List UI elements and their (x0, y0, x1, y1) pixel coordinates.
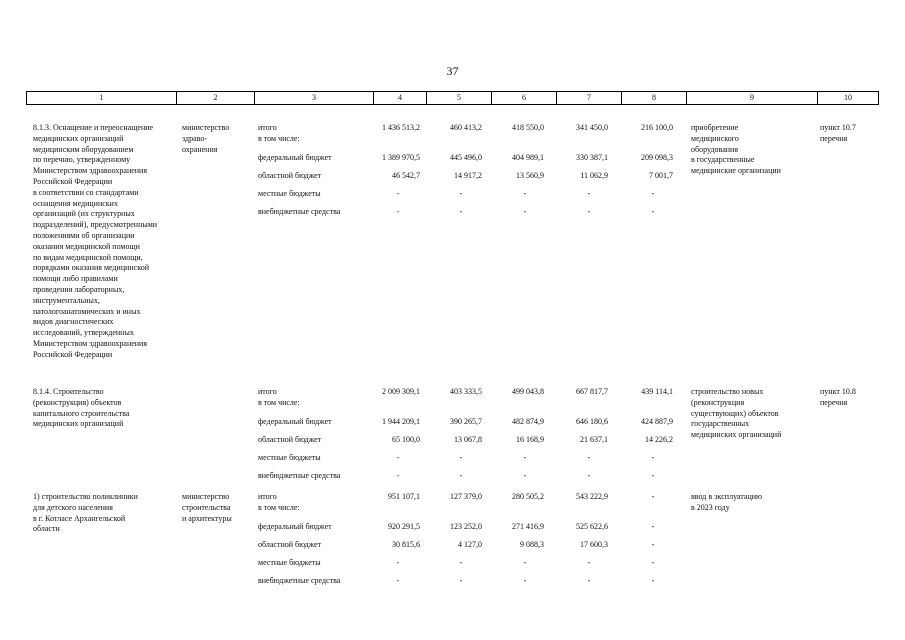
result: существующих) объектов (691, 408, 779, 418)
cell-extra: - (396, 576, 400, 585)
label-regional: областной бюджет (258, 435, 322, 444)
reference: пункт 10.7 (820, 123, 856, 132)
cell-total: 403 333,5 (450, 387, 482, 396)
header-col-8: 8 (622, 92, 687, 104)
item-name: инструментальных, (33, 295, 100, 305)
cell-federal: 482 874,9 (512, 417, 544, 426)
label-including: в том числе: (258, 502, 300, 512)
cell-local: - (396, 453, 400, 462)
cell-local: - (587, 558, 591, 567)
result: оборудования (691, 144, 738, 154)
item-name: патологоанатомических и иных (33, 306, 141, 316)
cell-total: - (651, 492, 655, 501)
cell-total: 439 114,1 (641, 387, 673, 396)
cell-regional: 16 168,9 (516, 435, 544, 444)
result: строительство новых (691, 387, 764, 396)
item-name: исследований, утвержденных (33, 328, 134, 338)
cell-federal: 1 944 209,1 (382, 417, 420, 426)
cell-local: - (651, 453, 655, 462)
cell-regional: 4 127,0 (458, 540, 482, 549)
cell-regional: 30 815,6 (392, 540, 420, 549)
label-regional: областной бюджет (258, 171, 322, 180)
cell-extra: - (459, 207, 463, 216)
cell-regional: 13 067,8 (454, 435, 482, 444)
cell-federal: 424 887,9 (641, 417, 673, 426)
item-name: оснащения медицинских (33, 198, 118, 208)
item-name: положениями об организации (33, 231, 135, 240)
cell-regional: 14 226,2 (645, 435, 673, 444)
cell-total: 280 505,2 (512, 492, 544, 501)
item-name: в г. Котласе Архангельской (33, 513, 126, 523)
item-name: медицинским оборудованием (33, 144, 134, 154)
cell-total: 460 413,2 (450, 123, 482, 132)
cell-federal: 271 416,9 (512, 522, 544, 531)
item-name: подразделений), предусмотренными (33, 220, 158, 230)
label-local: местные бюджеты (258, 189, 321, 198)
item-name: для детского населения (33, 502, 113, 512)
result: ввод в эксплуатацию (691, 492, 762, 501)
header-col-4: 4 (374, 92, 427, 104)
cell-federal: 445 496,0 (450, 153, 482, 162)
item-name: Министерством здравоохранения (33, 339, 148, 348)
cell-local: - (587, 453, 591, 462)
cell-total: 951 107,1 (388, 492, 420, 501)
item-name: в соответствии со стандартами (33, 187, 139, 197)
result: приобретение (691, 123, 739, 132)
cell-federal: 646 180,6 (576, 417, 608, 426)
item-name: 8.1.3. Оснащение и переоснащение (33, 123, 154, 132)
item-name: проведения лабораторных, (33, 285, 125, 294)
item-name: помощи либо правилами (33, 274, 118, 284)
cell-total: 499 043,8 (512, 387, 544, 396)
result: медицинские организации (691, 166, 781, 176)
cell-federal: 404 989,1 (512, 153, 544, 162)
cell-local: - (459, 189, 463, 198)
cell-extra: - (396, 207, 400, 216)
label-extra: внебюджетные средства (258, 471, 341, 480)
header-col-1: 1 (27, 92, 177, 104)
cell-local: - (587, 189, 591, 198)
cell-local: - (523, 558, 527, 567)
cell-local: - (396, 558, 400, 567)
executor: охранения (182, 144, 218, 154)
item-name: Российской Федерации (33, 177, 113, 186)
header-col-2: 2 (177, 92, 255, 104)
header-col-7: 7 (557, 92, 622, 104)
cell-extra: - (651, 471, 655, 480)
cell-local: - (523, 189, 527, 198)
cell-total: 127 379,0 (450, 492, 482, 501)
executor: строительства (182, 502, 231, 512)
cell-regional: 13 560,9 (516, 171, 544, 180)
result: в 2023 году (691, 502, 730, 512)
cell-extra: - (651, 207, 655, 216)
cell-federal: 525 622,6 (576, 522, 608, 531)
executor: министерство (182, 123, 230, 132)
result: медицинских организаций (691, 430, 782, 440)
result: в государственные (691, 155, 755, 165)
table-header (26, 91, 879, 105)
cell-regional: 9 088,3 (520, 540, 544, 549)
item-name: 8.1.4. Строительство (33, 387, 104, 396)
cell-local: - (651, 558, 655, 567)
item-name: Российской Федерации (33, 349, 113, 359)
cell-total: 418 550,0 (512, 123, 544, 132)
item-name: оказания медицинской помощи (33, 241, 140, 251)
cell-total: 341 450,0 (576, 123, 608, 132)
executor: и архитектуры (182, 513, 232, 523)
item-name: по перечню, утвержденному (33, 155, 131, 165)
item-name: видов диагностических (33, 317, 114, 327)
cell-total: 2 009 309,1 (382, 387, 420, 396)
cell-regional: 7 001,7 (649, 171, 673, 180)
reference: перечня (820, 133, 848, 143)
cell-extra: - (523, 207, 527, 216)
reference: пункт 10.8 (820, 387, 856, 396)
executor: министерство (182, 492, 230, 501)
label-extra: внебюджетные средства (258, 576, 341, 585)
cell-federal: 123 252,0 (450, 522, 482, 531)
cell-extra: - (587, 471, 591, 480)
label-total: итого (258, 387, 277, 396)
cell-regional: - (651, 540, 655, 549)
cell-regional: 14 917,2 (454, 171, 482, 180)
header-col-3: 3 (255, 92, 374, 104)
item-name: медицинских организаций (33, 133, 124, 143)
cell-regional: 11 062,9 (580, 171, 608, 180)
cell-extra: - (651, 576, 655, 585)
cell-regional: 17 600,3 (580, 540, 608, 549)
executor: здраво- (182, 133, 208, 143)
label-including: в том числе: (258, 397, 300, 407)
item-name: порядками оказания медицинской (33, 263, 149, 273)
cell-total: 667 817,7 (576, 387, 608, 396)
label-federal: федеральный бюджет (258, 153, 332, 162)
header-col-10: 10 (844, 93, 852, 102)
label-total: итого (258, 123, 277, 132)
cell-total: 216 100,0 (641, 123, 673, 132)
cell-federal: 209 098,3 (641, 153, 673, 162)
header-col-9: 9 (687, 92, 818, 104)
cell-regional: 46 542,7 (392, 171, 420, 180)
cell-extra: - (459, 576, 463, 585)
cell-extra: - (523, 471, 527, 480)
cell-federal: 920 291,5 (388, 522, 420, 531)
cell-federal: 390 265,7 (450, 417, 482, 426)
result: (реконструкция (691, 397, 745, 407)
item-name: медицинских организаций (33, 419, 124, 429)
cell-regional: 65 100,0 (392, 435, 420, 444)
label-extra: внебюджетные средства (258, 207, 341, 216)
result: медицинского (691, 133, 739, 143)
cell-extra: - (396, 471, 400, 480)
item-name: (реконструкция) объектов (33, 397, 122, 407)
cell-federal: 330 387,1 (576, 153, 608, 162)
cell-extra: - (587, 576, 591, 585)
label-federal: федеральный бюджет (258, 417, 332, 426)
header-col-5: 5 (427, 92, 492, 104)
cell-regional: 21 637,1 (580, 435, 608, 444)
cell-extra: - (523, 576, 527, 585)
label-federal: федеральный бюджет (258, 522, 332, 531)
label-local: местные бюджеты (258, 558, 321, 567)
label-local: местные бюджеты (258, 453, 321, 462)
cell-extra: - (587, 207, 591, 216)
cell-local: - (396, 189, 400, 198)
cell-local: - (459, 558, 463, 567)
label-including: в том числе: (258, 133, 300, 143)
cell-federal: - (651, 522, 655, 531)
result: государственных (691, 419, 750, 429)
cell-extra: - (459, 471, 463, 480)
cell-local: - (459, 453, 463, 462)
item-name: по видам медицинской помощи, (33, 252, 143, 262)
label-total: итого (258, 492, 277, 501)
item-name: организаций (их структурных (33, 209, 135, 219)
cell-federal: 1 389 970,5 (382, 153, 420, 162)
cell-total: 1 436 513,2 (382, 123, 420, 132)
cell-total: 543 222,9 (576, 492, 608, 501)
label-regional: областной бюджет (258, 540, 322, 549)
item-name: капитального строительства (33, 408, 130, 418)
item-name: области (33, 524, 60, 534)
header-col-6: 6 (492, 92, 557, 104)
cell-local: - (651, 189, 655, 198)
cell-local: - (523, 453, 527, 462)
item-name: Министерством здравоохранения (33, 166, 148, 176)
item-name: 1) строительство поликлиники (33, 492, 138, 501)
reference: перечня (820, 397, 848, 407)
page-number: 37 (446, 64, 459, 78)
